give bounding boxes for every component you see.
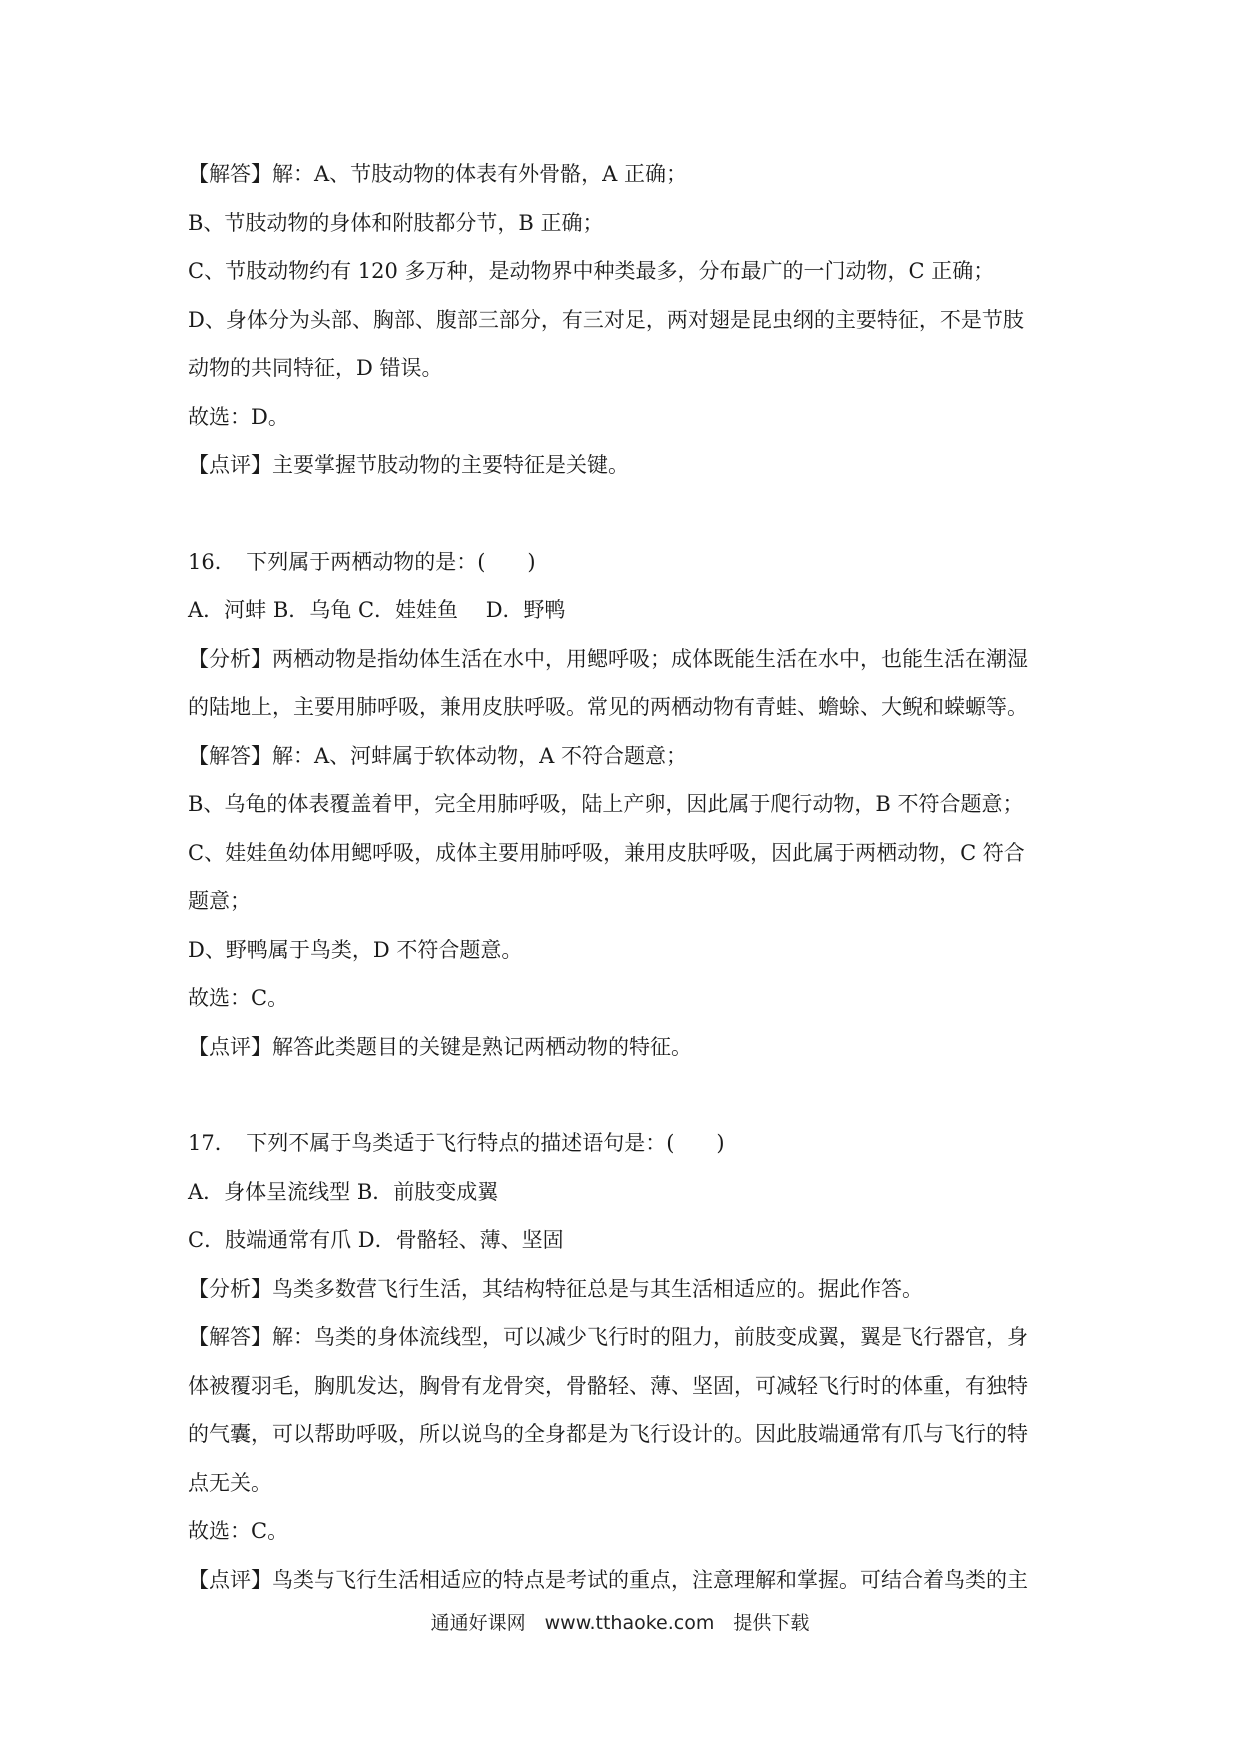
text-line: D、野鸭属于鸟类，D 不符合题意。 (188, 937, 523, 962)
text-line: A．河蚌 B．乌龟 C．娃娃鱼 D．野鸭 (188, 598, 566, 622)
question-block (188, 538, 1068, 1072)
text-line: 的陆地上，主要用肺呼吸，兼用皮肤呼吸。常见的两栖动物有青蛙、蟾蜍、大鲵和蝾螈等。 (188, 695, 1028, 719)
text-line: 动物的共同特征，D 错误。 (188, 356, 443, 380)
text-line: 【点评】主要掌握节肢动物的主要特征是关键。 (188, 453, 629, 477)
text-line: 故选：C。 (188, 986, 289, 1010)
question-block (188, 150, 1068, 490)
text-line: 【点评】鸟类与飞行生活相适应的特点是考试的重点，注意理解和掌握。可结合着鸟类的主 (188, 1567, 1028, 1592)
text-line: 【点评】解答此类题目的关键是熟记两栖动物的特征。 (188, 1034, 692, 1059)
text-line: 体被覆羽毛，胸肌发达，胸骨有龙骨突，骨骼轻、薄、坚固，可减轻飞行时的体重，有独特 (188, 1373, 1028, 1398)
text-line: 故选：C。 (188, 1519, 289, 1543)
text-line: B、节肢动物的身体和附肢都分节，B 正确； (188, 210, 604, 235)
text-line: 【解答】解：A、节肢动物的体表有外骨骼，A 正确； (188, 162, 688, 186)
text-line: 16． 下列属于两栖动物的是：( ) (188, 549, 536, 574)
block-gap (188, 490, 1068, 538)
text-line: 的气囊，可以帮助呼吸，所以说鸟的全身都是为飞行设计的。因此肢端通常有爪与飞行的特 (188, 1422, 1028, 1446)
text-line: B、乌龟的体表覆盖着甲，完全用肺呼吸，陆上产卵，因此属于爬行动物，B 不符合题意； (188, 792, 1024, 816)
text-line: C、节肢动物约有 120 多万种，是动物界中种类最多，分布最广的一门动物，C 正确； (188, 259, 995, 283)
text-line: C．肢端通常有爪 D．骨骼轻、薄、坚固 (188, 1228, 564, 1252)
page-content (188, 150, 1068, 1604)
text-line: 【分析】鸟类多数营飞行生活，其结构特征总是与其生活相适应的。据此作答。 (188, 1276, 923, 1301)
text-line: A．身体呈流线型 B．前肢变成翼 (188, 1179, 499, 1204)
text-line: 故选：D。 (188, 404, 289, 429)
text-line: 17． 下列不属于鸟类适于飞行特点的描述语句是：( ) (188, 1131, 725, 1155)
text-line: 点无关。 (188, 1470, 272, 1495)
question-block (188, 1119, 1068, 1604)
text-line: 题意； (188, 889, 251, 913)
text-line: D、身体分为头部、胸部、腹部三部分，有三对足，两对翅是昆虫纲的主要特征，不是节肢 (188, 307, 1024, 332)
block-gap (188, 1071, 1068, 1119)
text-line: 【解答】解：A、河蚌属于软体动物，A 不符合题意； (188, 743, 688, 768)
text-line: C、娃娃鱼幼体用鳃呼吸，成体主要用肺呼吸，兼用皮肤呼吸，因此属于两栖动物，C 符合 (188, 840, 1025, 865)
text-line: 【分析】两栖动物是指幼体生活在水中，用鳃呼吸；成体既能生活在水中，也能生活在潮湿 (188, 646, 1028, 671)
page-footer[interactable]: 通通好课网 www.tthaoke.com 提供下载 (430, 1612, 810, 1634)
text-line: 【解答】解：鸟类的身体流线型，可以减少飞行时的阻力，前肢变成翼，翼是飞行器官，身 (188, 1325, 1028, 1349)
